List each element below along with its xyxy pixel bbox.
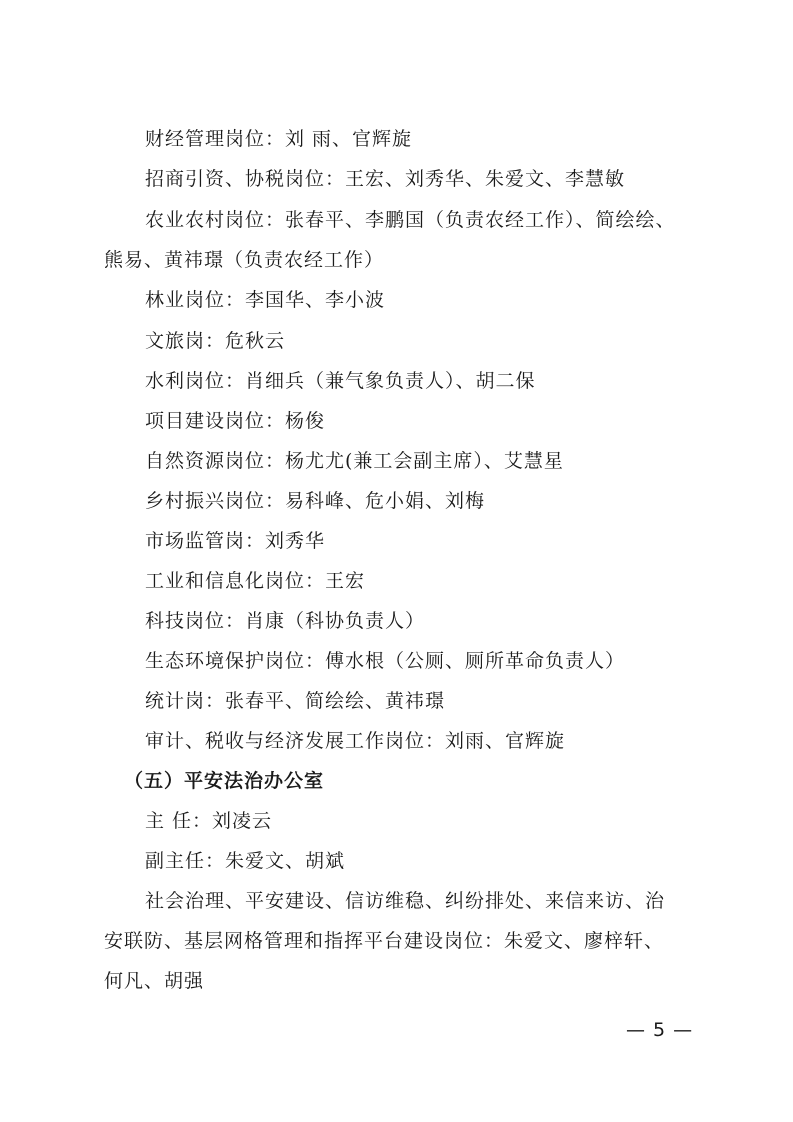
text-line-audit: 审计、税收与经济发展工作岗位：刘雨、官辉旋 xyxy=(145,730,566,752)
text-line-deputy-director: 副主任：朱爱文、胡斌 xyxy=(145,850,346,872)
text-line-projects: 项目建设岗位：杨俊 xyxy=(145,410,326,432)
text-line-social-governance-continued: 安联防、基层网格管理和指挥平台建设岗位：朱爱文、廖梓轩、 xyxy=(104,930,665,952)
text-line-social-governance: 社会治理、平安建设、信访维稳、纠纷排处、来信来访、治 xyxy=(145,890,666,912)
text-line-forestry: 林业岗位：李国华、李小波 xyxy=(145,289,386,311)
text-line-technology: 科技岗位：肖康（科协负责人） xyxy=(145,610,426,632)
text-line-investment: 招商引资、协税岗位：王宏、刘秀华、朱爱文、李慧敏 xyxy=(145,168,626,190)
text-line-natural-resources: 自然资源岗位：杨尤尤(兼工会副主席）、艾慧星 xyxy=(145,450,564,472)
text-line-water: 水利岗位：肖细兵（兼气象负责人）、胡二保 xyxy=(145,370,536,392)
text-line-social-governance-end: 何凡、胡强 xyxy=(104,970,205,992)
text-line-industry: 工业和信息化岗位：王宏 xyxy=(145,570,366,592)
text-line-market-supervision: 市场监管岗：刘秀华 xyxy=(145,530,326,552)
text-line-director: 主 任：刘凌云 xyxy=(145,810,273,832)
text-line-culture-tourism: 文旅岗：危秋云 xyxy=(145,330,286,352)
text-line-statistics: 统计岗：张春平、简绘绘、黄祎璟 xyxy=(145,690,446,712)
text-line-rural-revitalization: 乡村振兴岗位：易科峰、危小娟、刘梅 xyxy=(145,490,486,512)
page-number: — 5 — xyxy=(626,1019,694,1041)
section-heading: （五）平安法治办公室 xyxy=(124,770,325,792)
text-line-agriculture-continued: 熊易、黄祎璟（负责农经工作） xyxy=(104,249,385,271)
text-line-agriculture: 农业农村岗位：张春平、李鹏国（负责农经工作）、简绘绘、 xyxy=(145,209,676,231)
text-line-ecology: 生态环境保护岗位：傅水根（公厕、厕所革命负责人） xyxy=(145,650,626,672)
text-line-finance: 财经管理岗位：刘 雨、官辉旋 xyxy=(145,128,413,150)
